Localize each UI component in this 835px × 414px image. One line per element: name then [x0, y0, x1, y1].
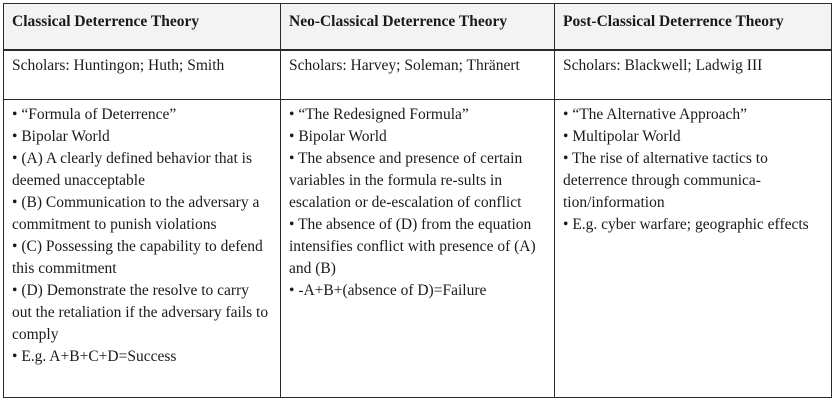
point-text: The absence of (D) from the equation intensifies conflict with presence of (A) and (B)	[289, 216, 536, 277]
bullet-icon: •	[289, 216, 295, 233]
deterrence-theory-table	[3, 3, 832, 398]
bullet-icon: •	[289, 128, 295, 145]
list-item	[289, 104, 546, 126]
list-item	[12, 192, 272, 236]
point-text: (B) Communication to the adversary a commitment to punish violations	[12, 194, 260, 233]
point-text: The rise of alternative tactics to deterrence through communica-tion/information	[563, 150, 768, 211]
points-list-classical	[12, 104, 272, 368]
bullet-icon: •	[563, 150, 569, 167]
points-neo-classical	[281, 100, 555, 398]
list-item	[563, 148, 823, 214]
points-list-neo-classical	[289, 104, 546, 302]
header-post-classical: Post-Classical Deterrence Theory	[555, 4, 832, 50]
bullet-icon: •	[12, 282, 18, 299]
bullet-icon: •	[12, 150, 18, 167]
header-classical: Classical Deterrence Theory	[4, 4, 281, 50]
point-text: (D) Demonstrate the resolve to carry out the retaliation if the adversary fails to comply	[12, 282, 269, 343]
bullet-icon: •	[289, 150, 295, 167]
point-text: “The Redesigned Formula”	[298, 106, 469, 123]
points-post-classical	[555, 100, 832, 398]
bullet-icon: •	[12, 238, 18, 255]
point-text: The absence and presence of certain variables in the formula re-sults in escalation or de-escalation of conflict	[289, 150, 523, 211]
point-text: Multipolar World	[572, 128, 681, 145]
list-item	[563, 214, 823, 236]
point-text: -A+B+(absence of D)=Failure	[298, 282, 487, 299]
bullet-icon: •	[12, 128, 18, 145]
bullet-icon: •	[563, 128, 569, 145]
point-text: Bipolar World	[298, 128, 387, 145]
point-text: “The Alternative Approach”	[572, 106, 748, 123]
list-item	[289, 280, 546, 302]
bullet-icon: •	[12, 194, 18, 211]
bullet-icon: •	[563, 216, 569, 233]
list-item	[563, 126, 823, 148]
list-item	[12, 236, 272, 280]
list-item	[12, 104, 272, 126]
list-item	[289, 126, 546, 148]
point-text: E.g. A+B+C+D=Success	[21, 348, 177, 365]
scholars-classical: Scholars: Huntingon; Huth; Smith	[4, 50, 281, 100]
list-item	[12, 126, 272, 148]
list-item	[289, 148, 546, 214]
point-text: (C) Possessing the capability to defend this commitment	[12, 238, 263, 277]
point-text: (A) A clearly defined behavior that is deemed unacceptable	[12, 150, 253, 189]
points-classical	[4, 100, 281, 398]
header-row	[4, 4, 832, 50]
bullet-icon: •	[563, 106, 569, 123]
header-neo-classical: Neo-Classical Deterrence Theory	[281, 4, 555, 50]
bullet-icon: •	[289, 282, 295, 299]
list-item	[563, 104, 823, 126]
points-list-post-classical	[563, 104, 823, 236]
bullet-icon: •	[289, 106, 295, 123]
bullet-icon: •	[12, 106, 18, 123]
scholars-post-classical: Scholars: Blackwell; Ladwig III	[555, 50, 832, 100]
scholars-row	[4, 50, 832, 100]
list-item	[12, 346, 272, 368]
list-item	[12, 280, 272, 346]
scholars-neo-classical: Scholars: Harvey; Soleman; Thränert	[281, 50, 555, 100]
bullet-icon: •	[12, 348, 18, 365]
list-item	[289, 214, 546, 280]
point-text: E.g. cyber warfare; geographic effects	[572, 216, 809, 233]
list-item	[12, 148, 272, 192]
point-text: Bipolar World	[21, 128, 110, 145]
point-text: “Formula of Deterrence”	[21, 106, 177, 123]
points-row	[4, 100, 832, 398]
